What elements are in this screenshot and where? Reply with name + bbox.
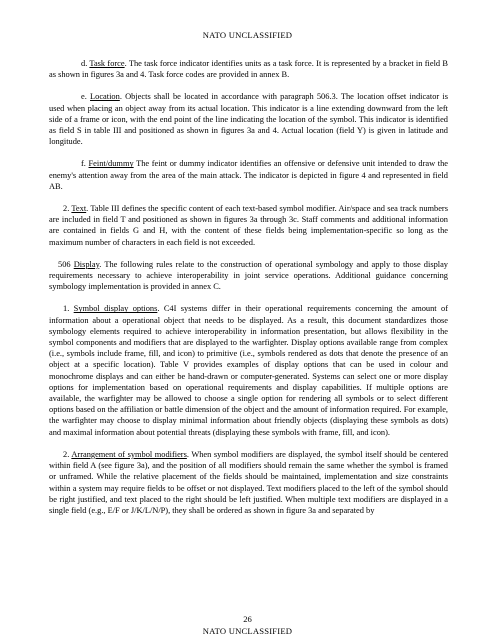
paragraph-heading: Symbol display options [73, 304, 158, 314]
paragraph-text: . Table III defines the specific content of each text-based symbol modifier. Air/space and sea track numbers are included in field T and positioned as shown in figures 3a through 3c. Staff comments and additional information are contained in fields G and H, with the content of these fields being implementation-specific so long as the maximum number of characters in each field is not exceeded. [49, 204, 448, 247]
paragraph-number: f. [81, 159, 89, 169]
paragraph-number: 506 [58, 259, 74, 269]
paragraph-heading: Feint/dummy [88, 159, 134, 169]
paragraph-text: The feint or dummy indicator identifies an offensive or defensive unit intended to draw the enemy's attention away from the area of the main attack. The indicator is depicted in figure 4 and represented in field AB. [49, 159, 448, 191]
paragraph-text: . Objects shall be located in accordance with paragraph 506.3. The location offset indicator is used when placing an object away from its actual location. This indicator is a line extending downward from the left side of a frame or icon, with the end point of the line indicating the location of the symbol. This indicator is identified as field S in table III and positioned as shown in figures 3a and 4. Actual location (field Y) is given in latitude and longitude. [49, 92, 449, 147]
paragraph-heading: Location [90, 92, 120, 102]
paragraph-number: 2. [63, 204, 72, 214]
header-classification: NATO UNCLASSIFIED [202, 30, 293, 40]
paragraph-arrangement-of-symbol-modifiers [49, 449, 448, 516]
footer-classification: NATO UNCLASSIFIED [202, 626, 293, 636]
paragraph-heading: Task force [89, 59, 125, 68]
paragraph-location [49, 91, 448, 147]
paragraph-heading: Text [71, 204, 87, 214]
paragraph-symbol-display-options [49, 303, 448, 437]
paragraph-task-force [49, 58, 448, 80]
paragraph-number: e. [81, 92, 91, 102]
paragraph-heading: Display [73, 259, 100, 269]
paragraph-number: 2. [63, 449, 72, 459]
paragraph-text: . The following rules relate to the construction of operational symbology and apply to those display requirements necessary to achieve interoperability in joint service operations. Additional guidance concerning symbology implementation is provided in annex C. [49, 259, 448, 292]
page-number: 26 [243, 614, 252, 624]
paragraph-number: 1. [63, 304, 74, 314]
paragraph-text: . When symbol modifiers are displayed, the symbol itself should be centered within field A (see figure 3a), and the position of all modifiers should remain the same whether the symbol is framed or unframed. While the relative placement of the fields should be maintained, implementation and size constraints within a system may require fields to be offset or not displayed. Text modifiers placed to the left of the symbol should be right justified, and text placed to the right should be left justified. When multiple text modifiers are displayed in a single field (e.g., E/F or J/K/L/N/P), they shall be ordered as shown in figure 3a and separated by [49, 449, 449, 515]
paragraph-506-display [49, 259, 448, 293]
paragraph-number: d. [81, 59, 90, 68]
paragraph-text: . C4I systems differ in their operational requirements concerning the amount of information about a operational object that needs to be displayed. As a result, this document standardizes those symbology elements required to achieve interoperability in information presentation, but allows flexibility in the symbol components and modifiers that are displayed to the warfighter. Display options available range from complex (i.e., symbols include frame, fill, and icon) to primitive (i.e., symbols rendered as dots that denote the presence of an object at a specific location). Table V provides examples of display options that can be used in colour and monochrome displays and can either be hand-drawn or computer-generated. Systems can select one or more display options for implementation based on operational requirements and display capabilities. If multiple options are available, the warfighter may be allowed to choose a single option for rendering all symbols or to select different options based on the affiliation or battle dimension of the object and the amount of information required. For example, the warfighter may choose to display minimal information about friendly objects (displaying these symbols as dots) and maximal information about potential threats (displaying these symbols with frame, fill, and icon). [49, 304, 448, 437]
paragraph-text-modifiers [49, 203, 448, 248]
paragraph-text: . The task force indicator identifies units as a task force. It is represented by a bracket in field B as shown in figures 3a and 4. Task force codes are provided in annex B. [49, 59, 448, 80]
paragraph-feint-dummy [49, 158, 448, 192]
document-body [49, 58, 448, 516]
paragraph-heading: Arrangement of symbol modifiers [71, 449, 187, 459]
